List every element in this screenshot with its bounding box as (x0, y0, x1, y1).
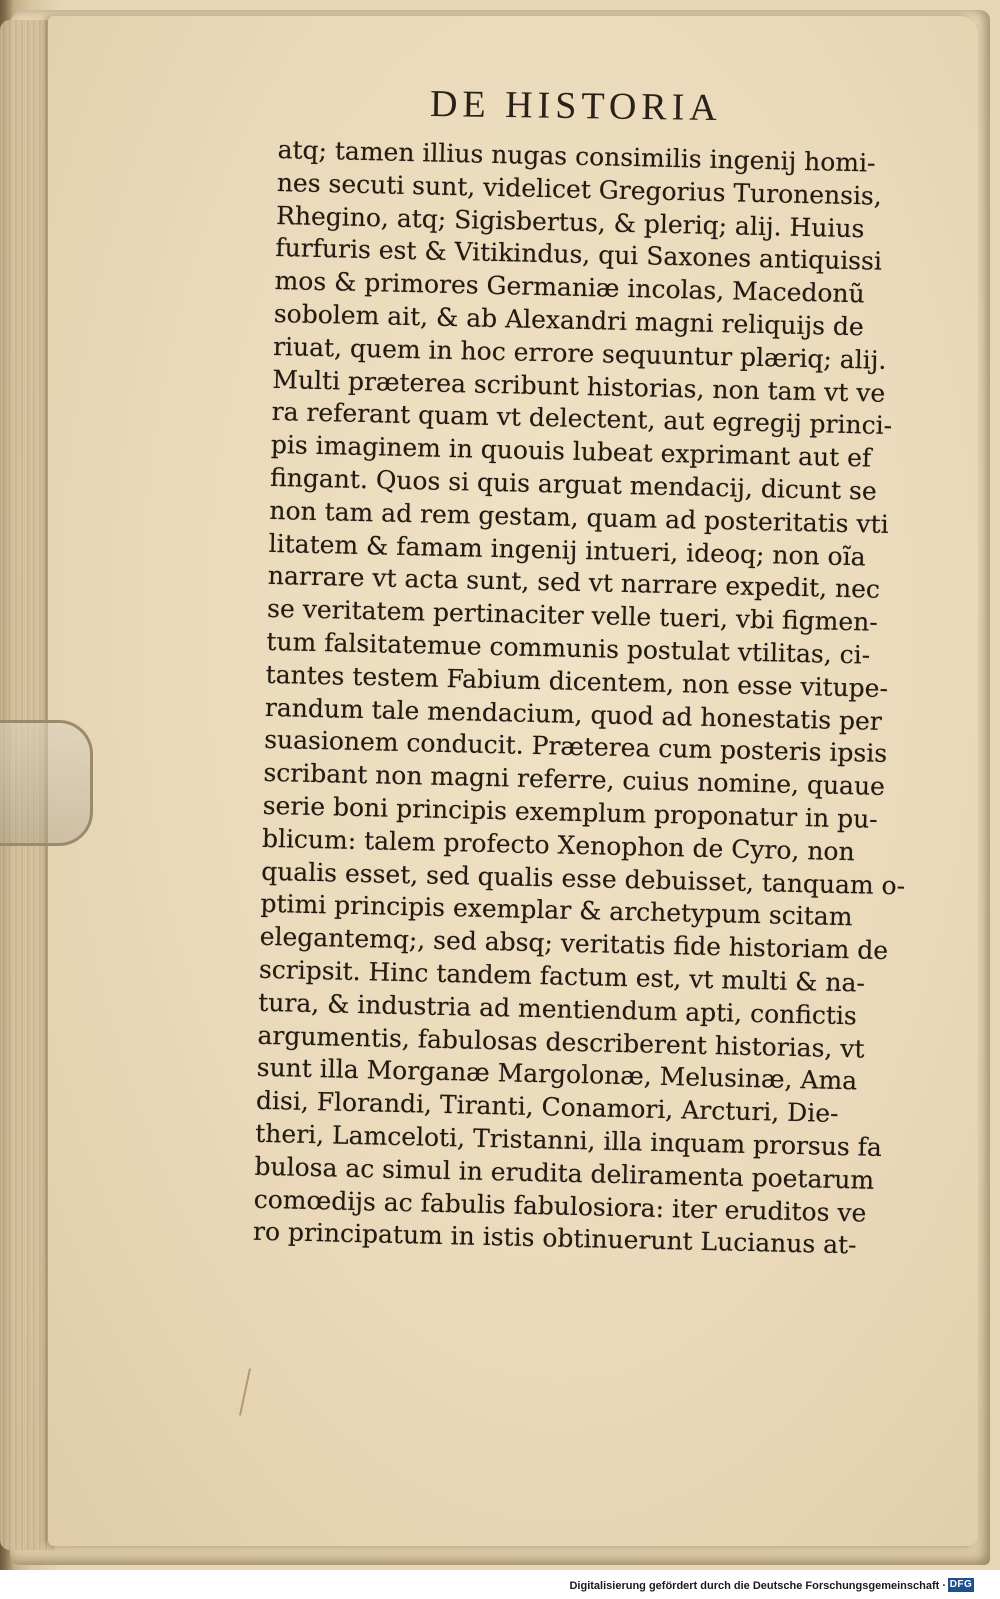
text-line: randum tale mendacium, quod ad honestatis per (264, 692, 883, 736)
text-line: riuat, quem in hoc errore sequuntur plæriq; alij. (272, 331, 887, 375)
text-line: sobolem ait, & ab Alexandri magni reliquijs de (273, 298, 865, 342)
text-line: litatem & famam ingenij intueri, ideoq; non oĩa (268, 528, 866, 571)
text-line: tura, & industria ad mentiendum apti, confictis (257, 987, 858, 1031)
text-line: serie boni principis exemplum proponatur in pu- (262, 790, 879, 834)
text-line: pis imaginem in quouis lubeat exprimant aut ef (270, 430, 872, 473)
digitization-credit: Digitalisierung gefördert durch die Deutsche Forschungsgemeinschaft · (569, 1580, 946, 1592)
text-line: Rhegino, atq; Sigisbertus, & pleriq; alij. Huius (275, 200, 865, 243)
text-line: tum falsitatemue communis postulat vtilitas, ci- (266, 626, 871, 670)
text-line: disi, Florandi, Tiranti, Conamori, Arcturi, Die- (255, 1085, 839, 1129)
text-line: scripsit. Hinc tandem factum est, vt multi & na- (258, 954, 866, 998)
text-line: Multi præterea scribunt historias, non tam vt ve (272, 364, 886, 408)
text-line: sunt illa Morganæ Margolonæ, Melusinæ, Ama (256, 1053, 858, 1096)
text-line: theri, Lamceloti, Tristanni, illa inquam prorsus fa (254, 1118, 883, 1162)
text-line: narrare vt acta sunt, sed vt narrare expedit, nec (267, 561, 881, 605)
text-line: mos & primores Germaniæ incolas, Macedonũ (274, 266, 866, 309)
text-line: furfuris est & Vitikindus, qui Saxones antiquissi (275, 233, 883, 277)
text-line: scribant non magni referre, cuius nomine, quaue (263, 757, 886, 802)
clip-tab (0, 720, 93, 846)
text-line: nes secuti sunt, videlicet Gregorius Turonensis, (276, 167, 883, 211)
text-line: se veritatem pertinaciter velle tueri, vbi figmen- (266, 594, 879, 637)
text-line: ptimi principis exemplar & archetypum scitam (260, 889, 853, 932)
text-line: qualis esset, sed qualis esse debuisset, tanquam o- (260, 856, 906, 900)
text-line: bulosa ac simul in erudita deliramenta poetarum (254, 1151, 875, 1195)
text-line: ra referant quam vt delectent, aut egregij princi- (271, 397, 893, 441)
dfg-logo: DFG (949, 1579, 973, 1590)
text-line: argumentis, fabulosas describerent historias, vt (257, 1020, 865, 1064)
text-line: fingant. Quos si quis arguat mendacij, dicunt se (269, 462, 878, 506)
text-line: tantes testem Fabium dicentem, non esse vitupe- (265, 659, 889, 703)
text-line: ro principatum in istis obtinuerunt Lucianus at- (252, 1217, 857, 1260)
text-line: suasionem conducit. Præterea cum posteris ipsis (263, 725, 888, 769)
running-header: DE HISTORIA (429, 83, 723, 130)
text-line: blicum: talem profecto Xenophon de Cyro, non (261, 823, 855, 866)
text-line: comœdijs ac fabulis fabulosiora: iter eruditos ve (253, 1184, 867, 1228)
text-line: atq; tamen illius nugas consimilis ingenij homi- (277, 134, 876, 178)
body-text (253, 134, 938, 1264)
text-line: elegantemq;, sed absq; veritatis fide historiam de (259, 921, 889, 966)
text-line: non tam ad rem gestam, quam ad posteritatis vti (269, 495, 890, 539)
